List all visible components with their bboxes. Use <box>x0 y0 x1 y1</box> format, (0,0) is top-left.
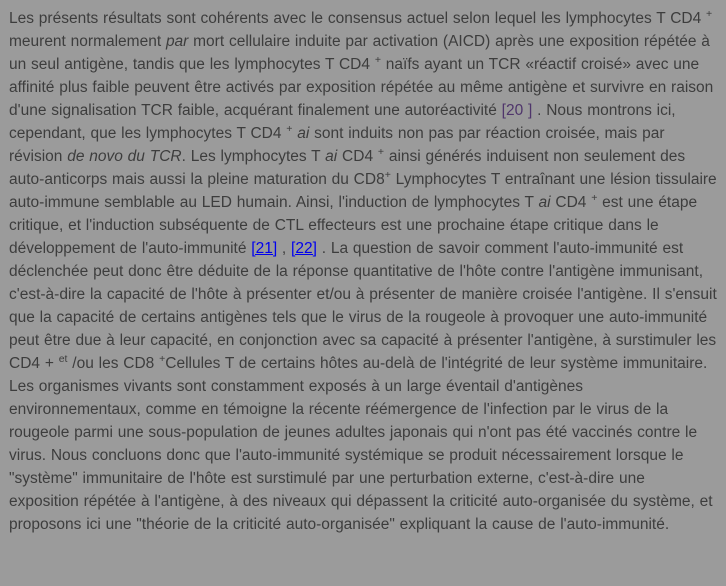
superscript: + <box>377 145 385 158</box>
italic-text: par <box>165 33 189 50</box>
text-run: Les présents résultats sont cohérents avec le consensus actuel selon lequel les lymphocytes T CD4 <box>9 10 707 27</box>
superscript: et <box>58 352 68 365</box>
text-run: CD4 <box>550 194 592 211</box>
citation-21[interactable]: [21] <box>251 240 278 257</box>
text-run: meurent normalement <box>9 33 166 50</box>
text-run: est une étape critique, et l'induction subséquente de CTL effecteurs est une prochaine étape critique dans le développement de l'auto-immunité <box>9 194 698 257</box>
superscript: + <box>591 191 598 204</box>
text-run: naïfs ayant un TCR «réactif croisé» avec une affinité plus faible peuvent être activés par exposition répétée au même antigène et survivre en raison d'une signalisation TCR faible, acquérant finalement une autoréactivité <box>9 56 714 119</box>
text-run: Cellules T de certains hôtes au-delà de l'intégrité de leur système immunitaire. Les organismes vivants sont constamment exposés à un large éventail d'antigènes environnementaux, comme en témoigne la récente réémergence de l'infection par le virus de la rougeole parmi une sous-population de jeunes adultes japonais qui n'ont pas été vaccinés contre le virus. Nous concluons donc que l'auto-immunité systémique se produit nécessairement lorsque le "système" immunitaire de l'hôte est surstimulé par une perturbation externe, c'est-à-dire une exposition répétée à l'antigène, à des niveaux qui dépassent la criticité auto-organisée du système, et proposons ici une "théorie de la criticité auto-organisée" expliquant la cause de l'auto-immunité. <box>9 355 713 533</box>
superscript: + <box>384 168 391 181</box>
text-run: Lymphocytes T entraînant une lésion tissulaire auto-immune semblable au LED humain. Ainsi, l'induction de lymphocytes T <box>9 171 717 211</box>
text-run: /ou les CD8 <box>67 355 160 372</box>
text-run: ainsi générés induisent non seulement des auto-anticorps mais aussi la pleine maturation du CD8 <box>9 148 686 188</box>
text-run: sont induits non pas par réaction croisée, mais par révision <box>9 125 665 165</box>
text-run: . Les lymphocytes T <box>181 148 326 165</box>
italic-text: de novo du TCR <box>67 148 182 165</box>
article-paragraph <box>9 7 719 536</box>
italic-text: ai <box>538 194 551 211</box>
italic-text: ai <box>325 148 338 165</box>
superscript: + <box>374 53 381 66</box>
citation-20[interactable]: [20 ] <box>501 102 533 119</box>
text-run: , <box>277 240 292 257</box>
text-run: mort cellulaire induite par activation (AICD) après une exposition répétée à un seul antigène, tandis que les lymphocytes T CD4 <box>9 33 710 73</box>
text-run: . Nous montrons ici, cependant, que les lymphocytes T CD4 <box>9 102 676 142</box>
citation-22[interactable]: [22] <box>291 240 317 257</box>
text-run: . La question de savoir comment l'auto-immunité est déclenchée peut donc être déduite de la réponse quantitative de l'hôte contre l'antigène immunisant, c'est-à-dire la capacité de l'hôte à présenter et/ou à présenter de manière croisée l'antigène. Il s'ensuit que la capacité de certains antigènes tels que le virus de la rougeole à provoquer une auto-immunité peut être due à leur capacité, en conjonction avec sa capacité à présenter l'antigène, à surstimuler les CD4 + <box>9 240 717 372</box>
italic-text: ai <box>297 125 310 142</box>
superscript: + <box>706 7 713 20</box>
text-run: CD4 <box>337 148 378 165</box>
superscript: + <box>286 122 293 135</box>
superscript: + <box>159 352 166 365</box>
